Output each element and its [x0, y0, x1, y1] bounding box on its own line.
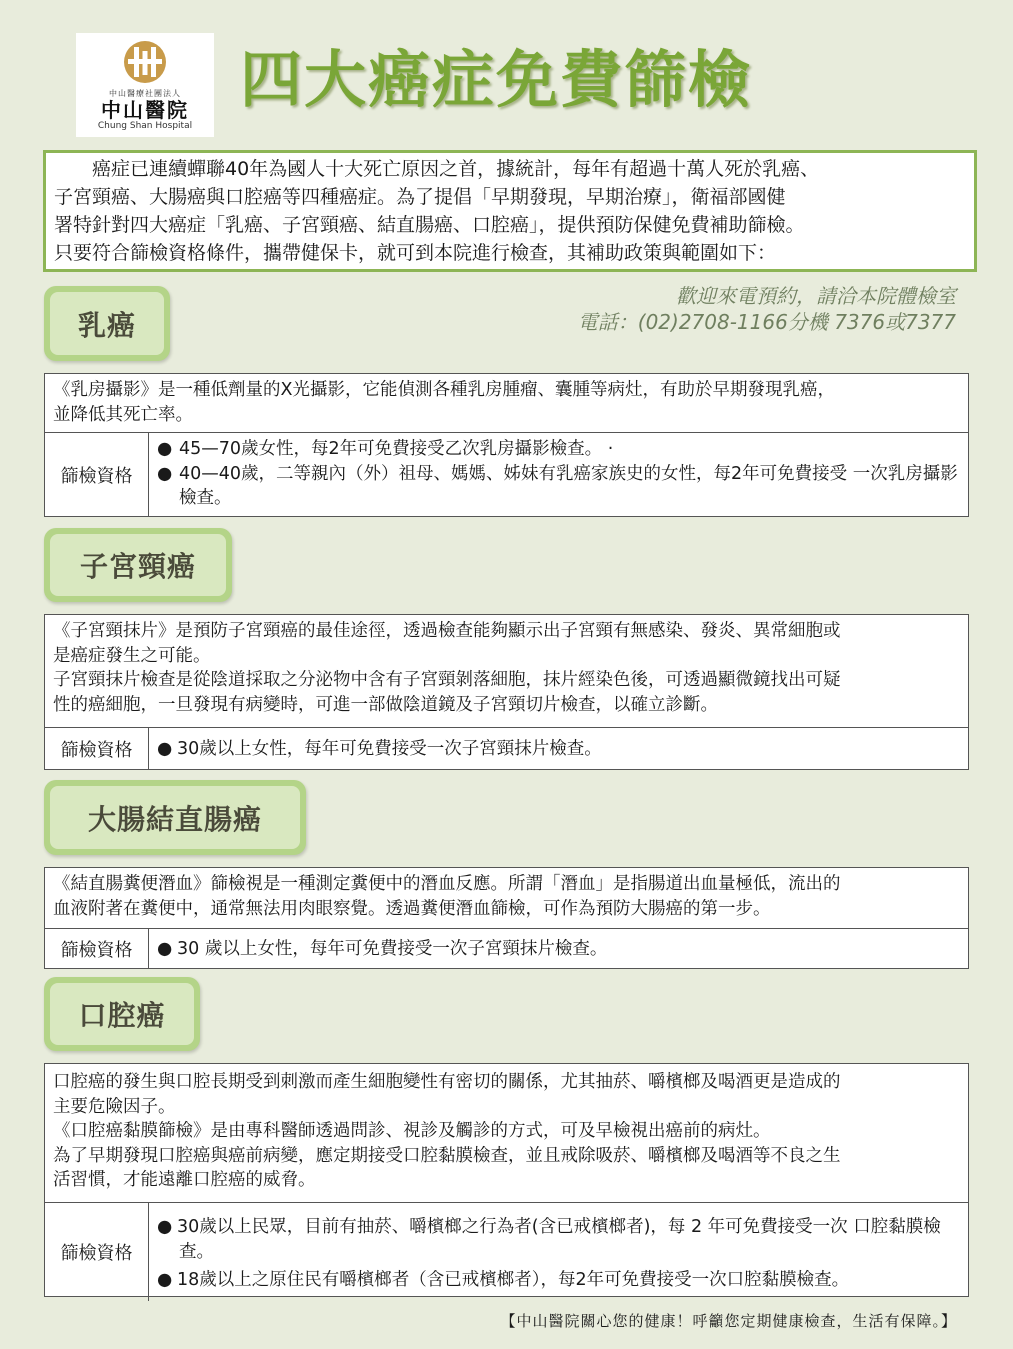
desc-line: 口腔癌的發生與口腔長期受到刺激而產生細胞變性有密切的關係，尤其抽菸、嚼檳榔及喝酒更是造成的: [53, 1072, 841, 1092]
intro-line: 只要符合篩檢資格條件，攜帶健保卡，就可到本院進行檢查，其補助政策與範圍如下：: [54, 242, 777, 264]
eligibility-items: [149, 728, 608, 770]
desc-line: 主要危險因子。: [53, 1096, 176, 1117]
intro-line: 署特針對四大癌症「乳癌、子宮頸癌、結直腸癌、口腔癌」，提供預防保健免費補助篩檢。: [54, 214, 805, 236]
contact-line1: 歡迎來電預約，請洽本院體檢室: [676, 284, 956, 308]
section-box-breast: [44, 373, 969, 517]
eligibility-items: [149, 929, 613, 969]
eligibility-label: 篩檢資格: [45, 728, 149, 770]
eligibility-item: ● 30歲以上民眾，目前有抽菸、嚼檳榔之行為者(含已戒檳榔者)，每 2 年可免費接受一次 口腔黏膜檢查。: [157, 1217, 941, 1262]
logo-en: Chung Shan Hospital: [97, 121, 193, 131]
desc-line: 《口腔癌黏膜篩檢》是由專科醫師透過問診、視診及觸診的方式，可及早檢視出癌前的病灶。: [53, 1121, 771, 1141]
eligibility-items: [149, 433, 968, 517]
logo-name: 中山醫院: [101, 98, 189, 122]
section-box-oral: [44, 1063, 969, 1297]
desc-line: 活習慣，才能遠離口腔癌的威脅。: [53, 1170, 316, 1190]
desc-line: 子宮頸抹片檢查是從陰道採取之分泌物中含有子宮頸剝落細胞，抹片經染色後，可透過顯微鏡找出可疑: [53, 670, 841, 690]
eligibility-items: [149, 1203, 968, 1301]
eligibility-label: 篩檢資格: [45, 433, 149, 517]
section-tag-cervical: [44, 528, 232, 602]
desc-line: 《乳房攝影》是一種低劑量的X光攝影，它能偵測各種乳房腫瘤、囊腫等病灶，有助於早期發現乳癌，: [53, 380, 835, 400]
section-box-cervical: [44, 614, 969, 770]
bullet-icon: ●: [157, 938, 173, 959]
contact-phone: 電話：(02)2708-1166分機 7376或7377: [577, 310, 956, 334]
hospital-logo: [76, 33, 214, 137]
eligibility-item: ● 30歲以上女性，每年可免費接受一次子宮頸抹片檢查。: [157, 737, 602, 762]
section-title: 口腔癌: [50, 983, 194, 1045]
hospital-emblem-icon: [122, 39, 168, 85]
section-tag-breast: [44, 286, 170, 361]
page-title: 四大癌症免費篩檢: [240, 43, 753, 116]
bullet-icon: ●: [157, 463, 173, 484]
eligibility-row: [45, 432, 968, 517]
eligibility-row: [45, 928, 968, 969]
eligibility-item: ● 30 歲以上女性，每年可免費接受一次子宮頸抹片檢查。: [157, 937, 607, 962]
eligibility-label: 篩檢資格: [45, 1203, 149, 1301]
section-desc: [45, 868, 968, 928]
section-title: 子宮頸癌: [50, 534, 226, 596]
intro-line: 子宮頸癌、大腸癌與口腔癌等四種癌症。為了提倡「早期發現，早期治療」，衛福部國健: [54, 186, 786, 208]
section-tag-oral: [44, 977, 200, 1051]
desc-line: 《子宮頸抹片》是預防子宮頸癌的最佳途徑，透過檢查能夠顯示出子宮頸有無感染、發炎、異常細胞或: [53, 621, 841, 641]
section-desc: [45, 374, 968, 432]
desc-line: 《結直腸糞便潛血》篩檢視是一種測定糞便中的潛血反應。所謂「潛血」是指腸道出血量極低，流出的: [53, 874, 841, 894]
eligibility-item: ● 18歲以上之原住民有嚼檳榔者（含已戒檳榔者），每2年可免費接受一次口腔黏膜檢查。: [157, 1268, 962, 1293]
section-desc: [45, 1064, 968, 1202]
bullet-icon: ●: [157, 439, 173, 459]
section-tag-colorectal: [44, 780, 306, 855]
desc-line: 並降低其死亡率。: [53, 404, 193, 425]
eligibility-item: ● 45—70歲女性，每2年可免費接受乙次乳房攝影檢查。 ·: [157, 437, 962, 462]
intro-box: [43, 150, 977, 272]
eligibility-row: [45, 1202, 968, 1301]
section-title: 乳癌: [50, 292, 164, 355]
desc-line: 性的癌細胞，一旦發現有病變時，可進一部做陰道鏡及子宮頸切片檢查，以確立診斷。: [53, 694, 718, 715]
eligibility-row: [45, 727, 968, 770]
bullet-icon: ●: [157, 738, 173, 759]
desc-line: 為了早期發現口腔癌與癌前病變，應定期接受口腔黏膜檢查，並且戒除吸菸、嚼檳榔及喝酒等不良之生: [53, 1145, 841, 1166]
desc-line: 是癌症發生之可能。: [53, 645, 211, 666]
section-box-colorectal: [44, 867, 969, 969]
section-desc: [45, 615, 968, 727]
eligibility-item: ● 40—40歲，二等親內（外）祖母、媽媽、姊妹有乳癌家族史的女性，每2年可免費接受 一次乳房攝影檢查。: [157, 463, 958, 508]
desc-line: 血液附著在糞便中，通常無法用肉眼察覺。透過糞便潛血篩檢，可作為預防大腸癌的第一步。: [53, 898, 771, 919]
section-title: 大腸結直腸癌: [50, 786, 300, 849]
bullet-icon: ●: [157, 1217, 173, 1237]
footer-note: 【中山醫院關心您的健康！呼籲您定期健康檢查，生活有保障。】: [500, 1312, 957, 1330]
intro-line: 癌症已連續蟬聯40年為國人十大死亡原因之首，據統計，每年有超過十萬人死於乳癌、: [54, 158, 820, 180]
logo-org: 中山醫療社團法人: [109, 89, 181, 98]
contact-info: [578, 283, 956, 335]
eligibility-label: 篩檢資格: [45, 929, 149, 969]
bullet-icon: ●: [157, 1270, 173, 1290]
